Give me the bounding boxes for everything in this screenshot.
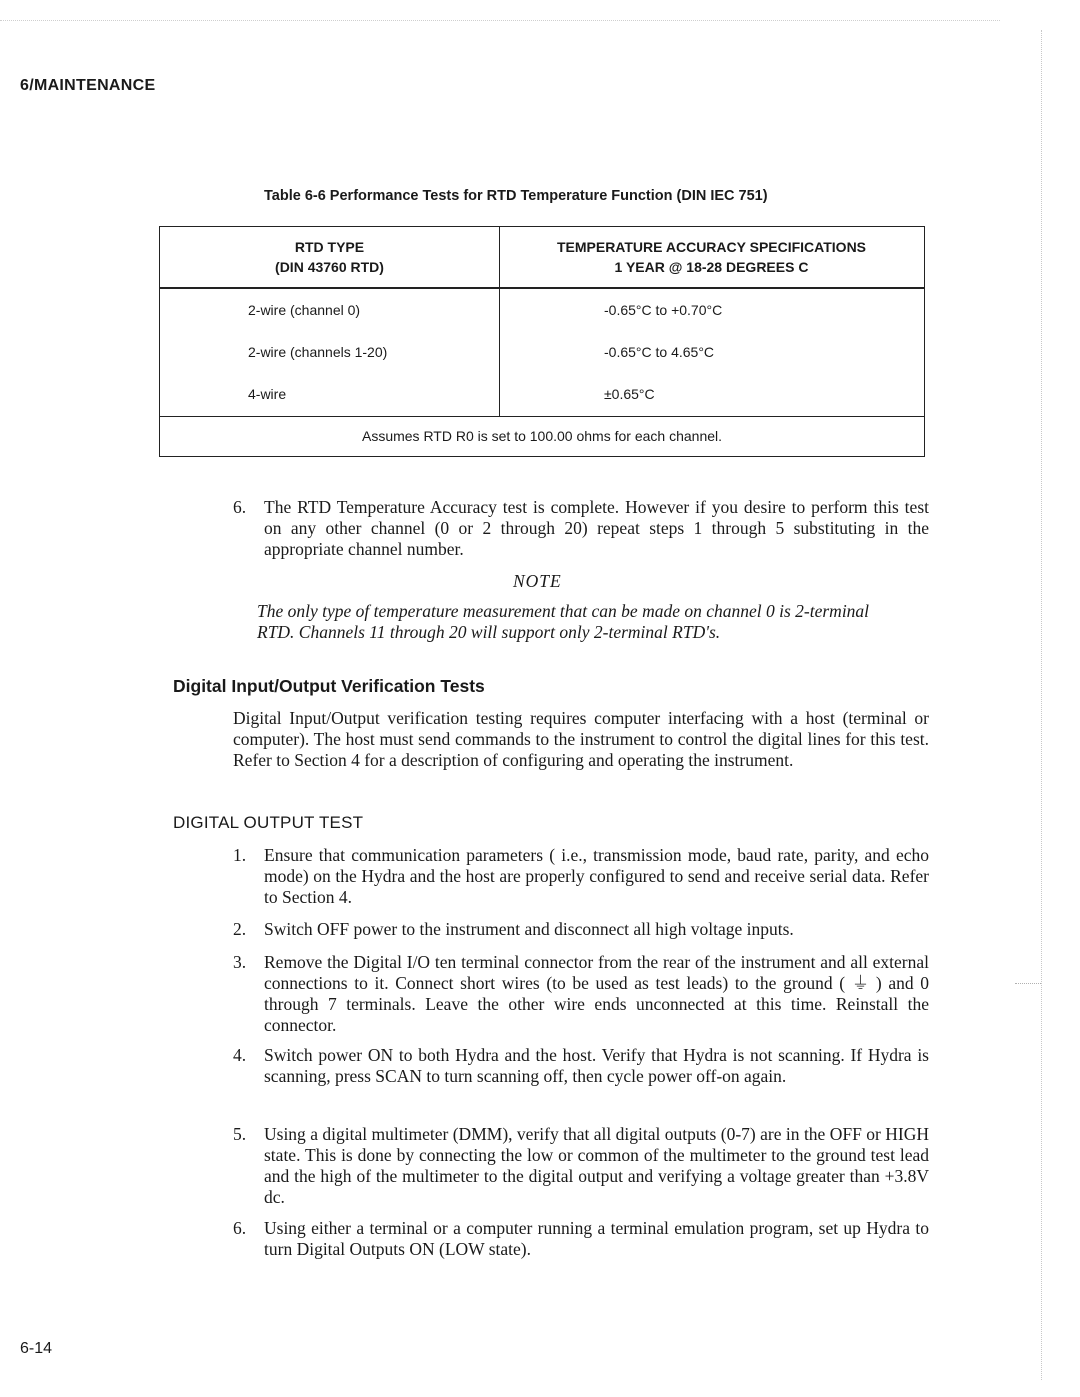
step-text: The RTD Temperature Accuracy test is complete. However if you desire to perform this test on any other channel (0 or 2 through 20) repeat steps 1 through 5 substituting in the appropriate channel number. [264, 497, 929, 559]
header-rtd-type [160, 237, 499, 277]
cell-rtd-type: 2-wire (channels 1-20) [248, 344, 388, 360]
step-number: 2. [233, 919, 247, 939]
note-text: The only type of temperature measurement that can be made on channel 0 is 2-terminal RTD. Channels 11 through 20 will support only 2-terminal RTD's. [257, 601, 870, 642]
step-number: 4. [233, 1045, 247, 1065]
digital-output-test-heading: DIGITAL OUTPUT TEST [173, 813, 364, 832]
step-text: Using a digital multimeter (DMM), verify that all digital outputs (0-7) are in the OFF or HIGH state. This is done by connecting the low or common of the multimeter to the ground test lead and the high of the multimeter to the digital output and verifying a voltage greater than +3.8V dc. [264, 1124, 929, 1207]
step-text: Switch power ON to both Hydra and the host. Verify that Hydra is not scanning. If Hydra is scanning, press SCAN to turn scanning off, then cycle power off-on again. [264, 1045, 929, 1086]
note-title: NOTE [513, 571, 562, 591]
right-border-rule [1041, 30, 1042, 1380]
step-number: 5. [233, 1124, 247, 1144]
step-number: 3. [233, 952, 247, 972]
cell-rtd-type: 4-wire [248, 386, 287, 402]
right-margin-tick [1015, 983, 1041, 984]
table-caption: Table 6-6 Performance Tests for RTD Temperature Function (DIN IEC 751) [264, 188, 768, 204]
header-accuracy-spec-line2: 1 YEAR @ 18-28 DEGREES C [614, 259, 809, 275]
step-text: Switch OFF power to the instrument and disconnect all high voltage inputs. [264, 919, 794, 939]
cell-accuracy-spec: -0.65°C to 4.65°C [604, 344, 715, 360]
cell-accuracy-spec: -0.65°C to +0.70°C [604, 302, 723, 318]
header-accuracy-spec [499, 237, 924, 277]
step-text: Ensure that communication parameters ( i.e., transmission mode, baud rate, parity, and echo mode) on the Hydra and the host are properly configured to send and receive serial data. Refer to Section 4. [264, 845, 929, 907]
digital-io-heading: Digital Input/Output Verification Tests [173, 676, 485, 696]
cell-rtd-type: 2-wire (channel 0) [248, 302, 361, 318]
page-number: 6-14 [20, 1340, 53, 1357]
step-number: 6. [233, 497, 247, 517]
step-text: Remove the Digital I/O ten terminal connector from the rear of the instrument and all external connections to it. Connect short wires (to be used as test leads) to the ground ( ⏚ ) and 0 through 7 terminals. Leave the other wire ends unconnected at this time. Reinstall the connector. [264, 952, 929, 1035]
section-header: 6/MAINTENANCE [20, 77, 156, 94]
column-divider [499, 227, 500, 416]
header-divider [160, 287, 924, 289]
header-rtd-type-line1: RTD TYPE [294, 239, 365, 255]
step-number: 6. [233, 1218, 247, 1238]
digital-io-paragraph: Digital Input/Output verification testing requires computer interfacing with a host (terminal or computer). The host must send commands to the instrument to control the digital lines for this test. Refer to Section 4 for a description of configuring and operating the instrument. [233, 708, 929, 770]
header-accuracy-spec-line1: TEMPERATURE ACCURACY SPECIFICATIONS [556, 239, 867, 255]
cell-accuracy-spec: ±0.65°C [604, 386, 655, 402]
table-footnote: Assumes RTD R0 is set to 100.00 ohms for each channel. [361, 428, 723, 444]
rtd-performance-table [159, 226, 925, 457]
header-rtd-type-line2: (DIN 43760 RTD) [275, 259, 384, 275]
step-text: Using either a terminal or a computer running a terminal emulation program, set up Hydra to turn Digital Outputs ON (LOW state). [264, 1218, 929, 1259]
footnote-divider [160, 416, 924, 417]
top-border-rule [0, 20, 1000, 21]
step-number: 1. [233, 845, 247, 865]
